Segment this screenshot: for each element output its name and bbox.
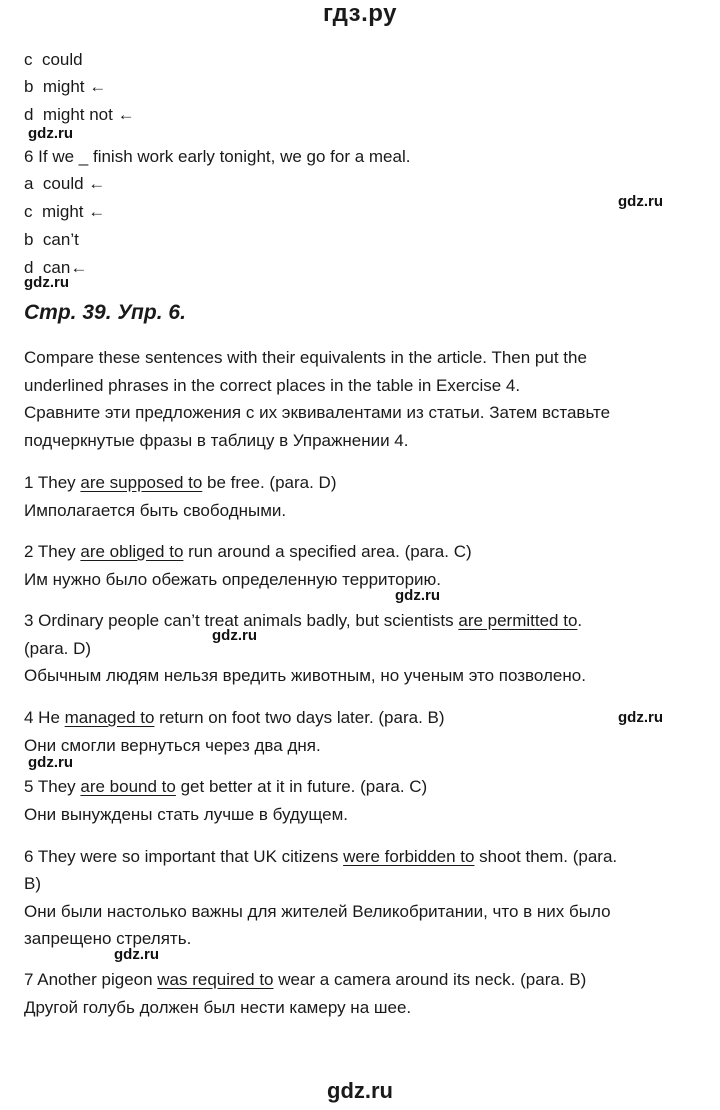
item-6-sentence: 6 They were so important that UK citizens were forbidden to shoot them. (para. <box>24 847 618 866</box>
instructions-ru-1: Сравните эти предложения с их эквивалентами из статьи. Затем вставьте <box>24 403 611 422</box>
option-a-could: a could ← <box>24 174 106 193</box>
arrow-left-icon: ← <box>88 174 106 193</box>
arrow-left-icon: ← <box>70 258 88 277</box>
item-6-translation-continued: запрещено стрелять. <box>24 929 192 948</box>
page-footer: gdz.ru <box>327 1078 393 1103</box>
underlined-phrase: are bound to <box>80 777 176 796</box>
underlined-phrase: are permitted to <box>458 611 578 630</box>
item-3-continued: (para. D) <box>24 639 92 658</box>
underlined-phrase: are obliged to <box>80 542 184 561</box>
item-7-translation: Другой голубь должен был нести камеру на шее. <box>24 998 412 1017</box>
item-2-sentence: 2 They are obliged to run around a specified area. (para. C) <box>24 542 472 561</box>
item-5-sentence: 5 They are bound to get better at it in future. (para. C) <box>24 777 428 796</box>
arrow-left-icon: ← <box>89 77 107 96</box>
underlined-phrase: were forbidden to <box>343 847 475 866</box>
watermark: gdz.ru <box>114 946 159 963</box>
item-6-translation: Они были настолько важны для жителей Великобритании, что в них было <box>24 902 611 921</box>
section-title: Стр. 39. Упр. 6. <box>24 301 186 324</box>
instructions-en-1: Compare these sentences with their equivalents in the article. Then put the <box>24 348 587 367</box>
option-c-could: c could <box>24 50 83 69</box>
option-b-might: b might ← <box>24 77 107 96</box>
page-header: гдз.ру <box>323 0 397 27</box>
watermark: gdz.ru <box>212 627 257 644</box>
arrow-left-icon: ← <box>117 105 135 124</box>
item-3-translation: Обычным людям нельзя вредить животным, но ученым это позволено. <box>24 666 586 685</box>
item-7-sentence: 7 Another pigeon was required to wear a camera around its neck. (para. B) <box>24 970 587 989</box>
option-b-cant: b can’t <box>24 230 79 249</box>
question-6: 6 If we _ finish work early tonight, we go for a meal. <box>24 147 411 166</box>
item-1-sentence: 1 They are supposed to be free. (para. D) <box>24 473 337 492</box>
item-3-sentence: 3 Ordinary people can’t treat animals badly, but scientists are permitted to. <box>24 611 583 630</box>
item-4-sentence: 4 He managed to return on foot two days later. (para. B) <box>24 708 445 727</box>
item-2-translation: Им нужно было обежать определенную территорию. <box>24 570 442 589</box>
watermark: gdz.ru <box>28 125 73 142</box>
watermark: gdz.ru <box>618 709 663 726</box>
underlined-phrase: managed to <box>64 708 155 727</box>
option-d-can: d can← <box>24 258 88 277</box>
watermark: gdz.ru <box>618 193 663 210</box>
item-1-translation: Имполагается быть свободными. <box>24 501 287 520</box>
item-4-translation: Они смогли вернуться через два дня. <box>24 736 321 755</box>
arrow-left-icon: ← <box>88 202 106 221</box>
item-6-continued: B) <box>24 874 41 893</box>
option-d-might-not: d might not ← <box>24 105 135 124</box>
instructions-ru-2: подчеркнутые фразы в таблицу в Упражнении 4. <box>24 431 409 450</box>
underlined-phrase: was required to <box>157 970 274 989</box>
watermark: gdz.ru <box>24 274 69 291</box>
watermark: gdz.ru <box>28 754 73 771</box>
watermark: gdz.ru <box>395 587 440 604</box>
option-c-might: c might ← <box>24 202 106 221</box>
item-5-translation: Они вынуждены стать лучше в будущем. <box>24 805 349 824</box>
underlined-phrase: are supposed to <box>80 473 203 492</box>
instructions-en-2: underlined phrases in the correct places in the table in Exercise 4. <box>24 376 521 395</box>
